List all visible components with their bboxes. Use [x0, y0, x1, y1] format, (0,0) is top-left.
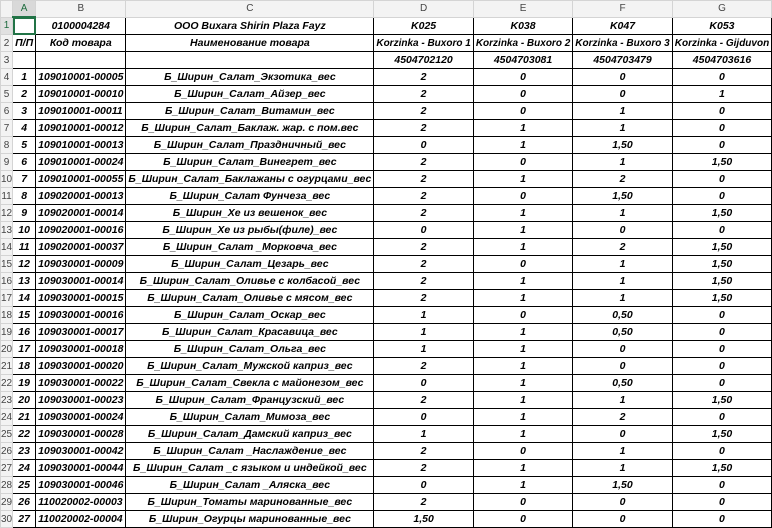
qty-k038[interactable]: 0	[473, 511, 572, 528]
qty-k038[interactable]: 0	[473, 154, 572, 171]
cell-d3[interactable]: 4504702120	[374, 52, 473, 69]
qty-k053[interactable]: 1,50	[672, 290, 771, 307]
qty-k053[interactable]: 0	[672, 477, 771, 494]
item-code[interactable]: 109030001-00042	[36, 443, 126, 460]
table-row	[1, 137, 772, 154]
item-number[interactable]: 1	[13, 69, 36, 86]
item-number[interactable]: 11	[13, 239, 36, 256]
item-code[interactable]: 109010001-00010	[36, 86, 126, 103]
qty-k038[interactable]: 1	[473, 222, 572, 239]
table-row	[1, 120, 772, 137]
table-row	[1, 460, 772, 477]
qty-k025[interactable]: 2	[374, 239, 473, 256]
table-row	[1, 477, 772, 494]
qty-k038[interactable]: 1	[473, 290, 572, 307]
qty-k047[interactable]: 2	[573, 171, 672, 188]
item-code[interactable]: 109020001-00014	[36, 205, 126, 222]
column-header-g[interactable]: G	[672, 1, 771, 18]
item-code[interactable]: 109030001-00044	[36, 460, 126, 477]
qty-k047[interactable]: 0	[573, 426, 672, 443]
row-number[interactable]: 4	[1, 69, 13, 86]
qty-k025[interactable]: 2	[374, 69, 473, 86]
item-name[interactable]: Б_Ширин_Салат _Морковча_вес	[126, 239, 374, 256]
qty-k047[interactable]: 1	[573, 460, 672, 477]
table-row	[1, 256, 772, 273]
item-code[interactable]: 109030001-00023	[36, 392, 126, 409]
qty-k038[interactable]: 1	[473, 358, 572, 375]
qty-k025[interactable]: 0	[374, 375, 473, 392]
qty-k047[interactable]: 0	[573, 69, 672, 86]
qty-k038[interactable]: 1	[473, 392, 572, 409]
qty-k053[interactable]: 0	[672, 69, 771, 86]
item-number[interactable]: 2	[13, 86, 36, 103]
qty-k047[interactable]: 0	[573, 341, 672, 358]
table-row	[1, 307, 772, 324]
qty-k047[interactable]: 1	[573, 205, 672, 222]
qty-k047[interactable]: 0	[573, 86, 672, 103]
table-row	[1, 171, 772, 188]
cell-a3[interactable]	[13, 52, 36, 69]
item-name[interactable]: Б_Ширин_Салат_Экзотика_вес	[126, 69, 374, 86]
column-header-d[interactable]: D	[374, 1, 473, 18]
qty-k038[interactable]: 0	[473, 103, 572, 120]
item-code[interactable]: 109010001-00005	[36, 69, 126, 86]
qty-k038[interactable]: 1	[473, 273, 572, 290]
table-row	[1, 290, 772, 307]
item-number[interactable]: 21	[13, 409, 36, 426]
qty-k053[interactable]: 1,50	[672, 239, 771, 256]
item-name[interactable]: Б_Ширин_Салат_Праздничный_вес	[126, 137, 374, 154]
row-number[interactable]: 16	[1, 273, 13, 290]
qty-k025[interactable]: 2	[374, 171, 473, 188]
item-number[interactable]: 16	[13, 324, 36, 341]
row-number[interactable]: 21	[1, 358, 13, 375]
qty-k053[interactable]: 1,50	[672, 205, 771, 222]
item-name[interactable]: Б_Ширин_Салат_Витамин_вес	[126, 103, 374, 120]
table-row	[1, 392, 772, 409]
row-number[interactable]: 8	[1, 137, 13, 154]
item-code[interactable]: 109030001-00018	[36, 341, 126, 358]
row-number[interactable]: 15	[1, 256, 13, 273]
item-name[interactable]: Б_Ширин_Салат_Цезарь_вес	[126, 256, 374, 273]
item-code[interactable]: 109020001-00037	[36, 239, 126, 256]
item-number[interactable]: 5	[13, 137, 36, 154]
qty-k038[interactable]: 1	[473, 341, 572, 358]
table-row	[1, 86, 772, 103]
qty-k053[interactable]: 1,50	[672, 426, 771, 443]
qty-k047[interactable]: 1	[573, 256, 672, 273]
qty-k025[interactable]: 0	[374, 409, 473, 426]
cell-a1[interactable]	[13, 17, 36, 35]
column-header-c[interactable]: C	[126, 1, 374, 18]
cell-d2[interactable]: Korzinka - Buxoro 1	[374, 35, 473, 52]
item-code[interactable]: 109030001-00015	[36, 290, 126, 307]
item-code[interactable]: 109030001-00022	[36, 375, 126, 392]
qty-k025[interactable]: 2	[374, 460, 473, 477]
item-name[interactable]: Б_Ширин_Салат_Ольга_вес	[126, 341, 374, 358]
item-number[interactable]: 17	[13, 341, 36, 358]
item-code[interactable]: 109030001-00020	[36, 358, 126, 375]
qty-k038[interactable]: 0	[473, 188, 572, 205]
cell-g2[interactable]: Korzinka - Gijduvon	[672, 35, 771, 52]
qty-k038[interactable]: 1	[473, 171, 572, 188]
qty-k047[interactable]: 1,50	[573, 477, 672, 494]
item-name[interactable]: Б_Ширин_Салат_Баклажаны с огурцами_вес	[126, 171, 374, 188]
item-name[interactable]: Б_Ширин_Салат_Мужской каприз_вес	[126, 358, 374, 375]
row-number[interactable]: 9	[1, 154, 13, 171]
item-number[interactable]: 15	[13, 307, 36, 324]
qty-k038[interactable]: 1	[473, 375, 572, 392]
item-number[interactable]: 14	[13, 290, 36, 307]
qty-k047[interactable]: 0,50	[573, 307, 672, 324]
row-number[interactable]: 1	[1, 17, 13, 35]
row-number[interactable]: 5	[1, 86, 13, 103]
item-number[interactable]: 24	[13, 460, 36, 477]
item-name[interactable]: Б_Ширин_Салат_Дамский каприз_вес	[126, 426, 374, 443]
qty-k025[interactable]: 0	[374, 222, 473, 239]
row-number[interactable]: 20	[1, 341, 13, 358]
qty-k025[interactable]: 2	[374, 392, 473, 409]
qty-k025[interactable]: 1	[374, 307, 473, 324]
qty-k047[interactable]: 1	[573, 120, 672, 137]
qty-k053[interactable]: 0	[672, 171, 771, 188]
item-code[interactable]: 109010001-00012	[36, 120, 126, 137]
qty-k038[interactable]: 0	[473, 307, 572, 324]
cell-e3[interactable]: 4504703081	[473, 52, 572, 69]
row-number[interactable]: 29	[1, 494, 13, 511]
item-name[interactable]: Б_Ширин_Огурцы маринованные_вес	[126, 511, 374, 528]
item-number[interactable]: 6	[13, 154, 36, 171]
qty-k053[interactable]: 0	[672, 222, 771, 239]
item-code[interactable]: 110020002-00004	[36, 511, 126, 528]
cell-b3[interactable]	[36, 52, 126, 69]
cell-e2[interactable]: Korzinka - Buxoro 2	[473, 35, 572, 52]
table-row	[1, 324, 772, 341]
qty-k038[interactable]: 1	[473, 409, 572, 426]
row-number[interactable]: 22	[1, 375, 13, 392]
item-name[interactable]: Б_Ширин_Салат _Наслаждение_вес	[126, 443, 374, 460]
item-name[interactable]: Б_Ширин_Салат_Оливье с колбасой_вес	[126, 273, 374, 290]
row-number[interactable]: 17	[1, 290, 13, 307]
row-number[interactable]: 11	[1, 188, 13, 205]
qty-k038[interactable]: 1	[473, 460, 572, 477]
item-name[interactable]: Б_Ширин_Салат_Свекла с майонезом_вес	[126, 375, 374, 392]
item-number[interactable]: 18	[13, 358, 36, 375]
cell-b2[interactable]: Код товара	[36, 35, 126, 52]
qty-k038[interactable]: 0	[473, 86, 572, 103]
qty-k053[interactable]: 0	[672, 324, 771, 341]
qty-k053[interactable]: 0	[672, 137, 771, 154]
item-number[interactable]: 26	[13, 494, 36, 511]
sheet-row	[1, 17, 772, 35]
qty-k025[interactable]: 2	[374, 120, 473, 137]
cell-c1[interactable]: ООО Buxara Shirin Plaza Fayz	[126, 17, 374, 35]
cell-d1[interactable]: K025	[374, 17, 473, 35]
row-number[interactable]: 12	[1, 205, 13, 222]
item-name[interactable]: Б_Ширин_Салат _с языком и индейкой_вес	[126, 460, 374, 477]
table-row	[1, 426, 772, 443]
item-name[interactable]: Б_Ширин_Салат_Винегрет_вес	[126, 154, 374, 171]
qty-k025[interactable]: 1	[374, 341, 473, 358]
table-row	[1, 443, 772, 460]
qty-k025[interactable]: 2	[374, 358, 473, 375]
qty-k053[interactable]: 0	[672, 341, 771, 358]
row-number[interactable]: 19	[1, 324, 13, 341]
row-number[interactable]: 26	[1, 443, 13, 460]
item-code[interactable]: 109030001-00014	[36, 273, 126, 290]
qty-k038[interactable]: 0	[473, 494, 572, 511]
qty-k047[interactable]: 0	[573, 222, 672, 239]
table-row	[1, 273, 772, 290]
qty-k047[interactable]: 1	[573, 103, 672, 120]
row-number[interactable]: 10	[1, 171, 13, 188]
qty-k038[interactable]: 1	[473, 205, 572, 222]
item-number[interactable]: 23	[13, 443, 36, 460]
qty-k025[interactable]: 2	[374, 256, 473, 273]
table-row	[1, 69, 772, 86]
qty-k025[interactable]: 1	[374, 324, 473, 341]
qty-k053[interactable]: 1,50	[672, 392, 771, 409]
qty-k038[interactable]: 0	[473, 443, 572, 460]
row-number[interactable]: 18	[1, 307, 13, 324]
row-number[interactable]: 25	[1, 426, 13, 443]
qty-k053[interactable]: 0	[672, 443, 771, 460]
qty-k025[interactable]: 2	[374, 205, 473, 222]
row-number[interactable]: 28	[1, 477, 13, 494]
qty-k047[interactable]: 0	[573, 358, 672, 375]
qty-k038[interactable]: 1	[473, 426, 572, 443]
row-number[interactable]: 24	[1, 409, 13, 426]
qty-k025[interactable]: 0	[374, 477, 473, 494]
item-number[interactable]: 12	[13, 256, 36, 273]
item-name[interactable]: Б_Ширин_Хе из вешенок_вес	[126, 205, 374, 222]
table-row	[1, 239, 772, 256]
qty-k025[interactable]: 2	[374, 273, 473, 290]
column-header-a[interactable]: A	[13, 1, 36, 18]
qty-k053[interactable]: 1,50	[672, 460, 771, 477]
table-row	[1, 154, 772, 171]
qty-k047[interactable]: 1,50	[573, 188, 672, 205]
row-number[interactable]: 6	[1, 103, 13, 120]
item-name[interactable]: Б_Ширин_Салат_Французский_вес	[126, 392, 374, 409]
item-number[interactable]: 4	[13, 120, 36, 137]
cell-f3[interactable]: 4504703479	[573, 52, 672, 69]
qty-k053[interactable]: 0	[672, 307, 771, 324]
table-row	[1, 409, 772, 426]
qty-k025[interactable]: 1,50	[374, 511, 473, 528]
qty-k047[interactable]: 0,50	[573, 375, 672, 392]
item-code[interactable]: 109010001-00024	[36, 154, 126, 171]
item-name[interactable]: Б_Ширин_Салат _Аляска_вес	[126, 477, 374, 494]
item-number[interactable]: 27	[13, 511, 36, 528]
item-code[interactable]: 109030001-00046	[36, 477, 126, 494]
qty-k047[interactable]: 2	[573, 409, 672, 426]
item-code[interactable]: 109030001-00028	[36, 426, 126, 443]
column-header-b[interactable]: B	[36, 1, 126, 18]
item-name[interactable]: Б_Ширин_Салат_Мимоза_вес	[126, 409, 374, 426]
qty-k053[interactable]: 0	[672, 103, 771, 120]
table-row	[1, 341, 772, 358]
cell-g1[interactable]: K053	[672, 17, 771, 35]
row-number[interactable]: 2	[1, 35, 13, 52]
item-name[interactable]: Б_Ширин_Салат_Баклаж. жар. с пом.вес	[126, 120, 374, 137]
item-name[interactable]: Б_Ширин_Салат_Оливье с мясом_вес	[126, 290, 374, 307]
qty-k047[interactable]: 1	[573, 290, 672, 307]
item-number[interactable]: 19	[13, 375, 36, 392]
table-row	[1, 494, 772, 511]
qty-k047[interactable]: 1,50	[573, 137, 672, 154]
column-header-f[interactable]: F	[573, 1, 672, 18]
cell-e1[interactable]: K038	[473, 17, 572, 35]
qty-k038[interactable]: 0	[473, 256, 572, 273]
column-header-row	[1, 1, 772, 18]
qty-k053[interactable]: 0	[672, 120, 771, 137]
qty-k047[interactable]: 0	[573, 511, 672, 528]
qty-k038[interactable]: 0	[473, 69, 572, 86]
item-code[interactable]: 110020002-00003	[36, 494, 126, 511]
table-row	[1, 358, 772, 375]
qty-k053[interactable]: 1,50	[672, 273, 771, 290]
qty-k038[interactable]: 1	[473, 239, 572, 256]
item-code[interactable]: 109020001-00013	[36, 188, 126, 205]
row-number[interactable]: 30	[1, 511, 13, 528]
item-code[interactable]: 109030001-00009	[36, 256, 126, 273]
qty-k053[interactable]: 1,50	[672, 154, 771, 171]
qty-k025[interactable]: 2	[374, 188, 473, 205]
qty-k053[interactable]: 0	[672, 375, 771, 392]
item-name[interactable]: Б_Ширин_Салат_Айзер_вес	[126, 86, 374, 103]
item-code[interactable]: 109010001-00013	[36, 137, 126, 154]
qty-k025[interactable]: 2	[374, 290, 473, 307]
cell-c3[interactable]	[126, 52, 374, 69]
item-code[interactable]: 109010001-00055	[36, 171, 126, 188]
item-number[interactable]: 22	[13, 426, 36, 443]
qty-k053[interactable]: 0	[672, 188, 771, 205]
table-row	[1, 511, 772, 528]
qty-k047[interactable]: 1	[573, 273, 672, 290]
qty-k053[interactable]: 1,50	[672, 256, 771, 273]
item-name[interactable]: Б_Ширин_Салат_Оскар_вес	[126, 307, 374, 324]
row-number[interactable]: 27	[1, 460, 13, 477]
item-name[interactable]: Б_Ширин_Томаты маринованные_вес	[126, 494, 374, 511]
item-number[interactable]: 10	[13, 222, 36, 239]
item-code[interactable]: 109030001-00016	[36, 307, 126, 324]
row-number[interactable]: 13	[1, 222, 13, 239]
table-row	[1, 222, 772, 239]
cell-g3[interactable]: 4504703616	[672, 52, 771, 69]
item-name[interactable]: Б_Ширин_Салат Фунчеза_вес	[126, 188, 374, 205]
cell-a2[interactable]: П/П	[13, 35, 36, 52]
qty-k047[interactable]: 2	[573, 239, 672, 256]
qty-k053[interactable]: 0	[672, 358, 771, 375]
sheet-row	[1, 35, 772, 52]
qty-k053[interactable]: 1	[672, 86, 771, 103]
qty-k025[interactable]: 2	[374, 103, 473, 120]
qty-k047[interactable]: 0	[573, 494, 672, 511]
cell-b1[interactable]: 0100004284	[36, 17, 126, 35]
item-number[interactable]: 3	[13, 103, 36, 120]
qty-k047[interactable]: 1	[573, 392, 672, 409]
table-row	[1, 103, 772, 120]
qty-k038[interactable]: 1	[473, 120, 572, 137]
row-number[interactable]: 14	[1, 239, 13, 256]
item-code[interactable]: 109020001-00016	[36, 222, 126, 239]
row-number[interactable]: 23	[1, 392, 13, 409]
sheet-row	[1, 52, 772, 69]
cell-c2[interactable]: Наименование товара	[126, 35, 374, 52]
qty-k047[interactable]: 1	[573, 443, 672, 460]
item-number[interactable]: 7	[13, 171, 36, 188]
item-number[interactable]: 25	[13, 477, 36, 494]
qty-k025[interactable]: 2	[374, 86, 473, 103]
item-number[interactable]: 20	[13, 392, 36, 409]
column-header-e[interactable]: E	[473, 1, 572, 18]
item-number[interactable]: 13	[13, 273, 36, 290]
qty-k053[interactable]: 0	[672, 494, 771, 511]
qty-k038[interactable]: 1	[473, 324, 572, 341]
item-name[interactable]: Б_Ширин_Хе из рыбы(филе)_вес	[126, 222, 374, 239]
qty-k038[interactable]: 1	[473, 137, 572, 154]
item-number[interactable]: 9	[13, 205, 36, 222]
cell-f2[interactable]: Korzinka - Buxoro 3	[573, 35, 672, 52]
row-number[interactable]: 3	[1, 52, 13, 69]
qty-k053[interactable]: 0	[672, 409, 771, 426]
qty-k025[interactable]: 2	[374, 494, 473, 511]
select-all-corner[interactable]	[1, 1, 13, 18]
row-number[interactable]: 7	[1, 120, 13, 137]
qty-k025[interactable]: 1	[374, 426, 473, 443]
item-code[interactable]: 109030001-00017	[36, 324, 126, 341]
item-number[interactable]: 8	[13, 188, 36, 205]
cell-f1[interactable]: K047	[573, 17, 672, 35]
qty-k038[interactable]: 1	[473, 477, 572, 494]
table-row	[1, 188, 772, 205]
item-name[interactable]: Б_Ширин_Салат_Красавица_вес	[126, 324, 374, 341]
item-code[interactable]: 109030001-00024	[36, 409, 126, 426]
qty-k025[interactable]: 0	[374, 137, 473, 154]
qty-k047[interactable]: 1	[573, 154, 672, 171]
qty-k025[interactable]: 2	[374, 443, 473, 460]
qty-k047[interactable]: 0,50	[573, 324, 672, 341]
item-code[interactable]: 109010001-00011	[36, 103, 126, 120]
qty-k053[interactable]: 0	[672, 511, 771, 528]
table-row	[1, 205, 772, 222]
qty-k025[interactable]: 2	[374, 154, 473, 171]
table-row	[1, 375, 772, 392]
